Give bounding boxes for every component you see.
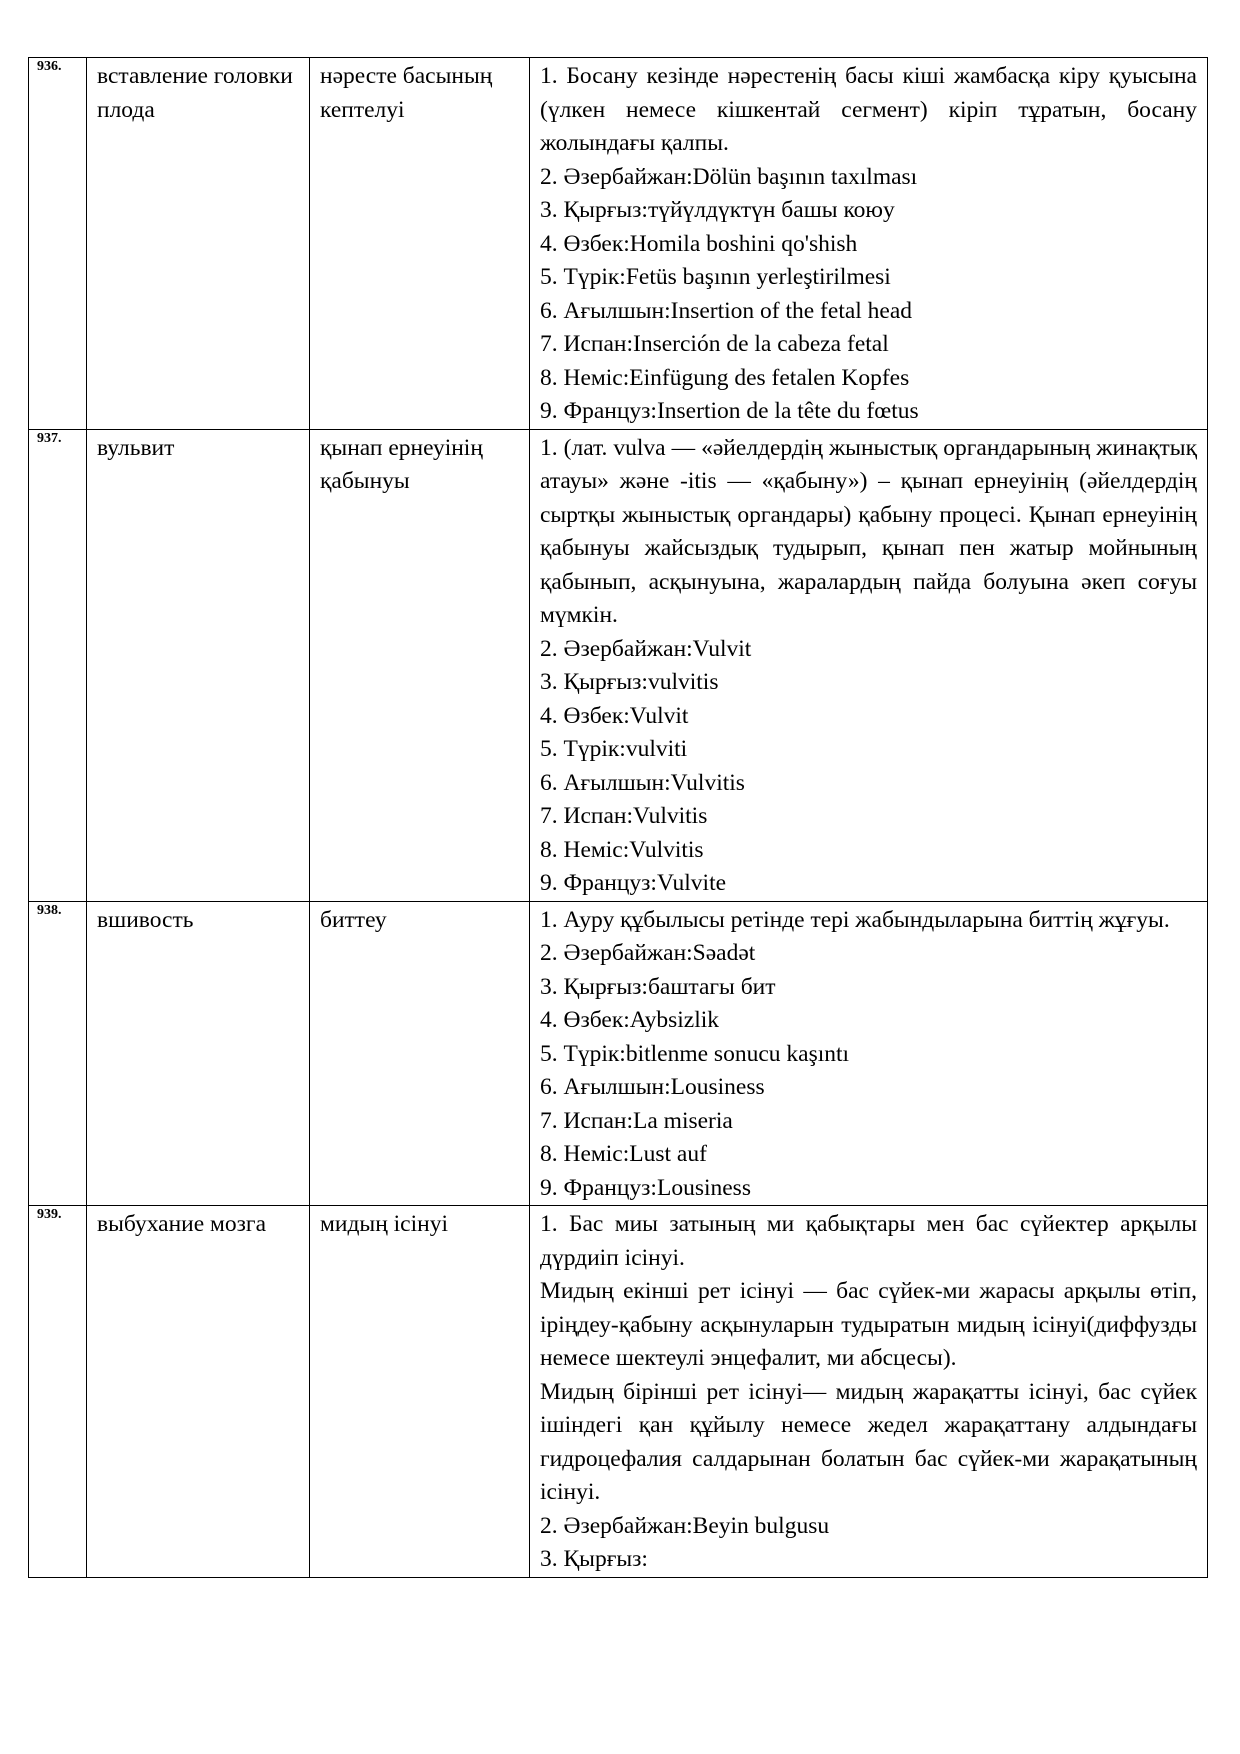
translation-line: 7. Испан:Inserción de la cabeza fetal [540,331,889,357]
table-row [29,58,1208,430]
kazakh-term: биттеу [310,901,530,1206]
translation-line: 2. Әзербайжан:Vulvit [540,635,752,662]
definition-text: 1. Босану кезінде нәрестенің басы кіші жамбасқа кіру қуысына (үлкен немесе кішкентай сегмент) кіріп тұратын, босану жолындағы қалпы. [540,63,1197,156]
russian-term: вульвит [87,429,310,901]
table-row [29,429,1208,901]
kazakh-term: қынап ернеуінің қабынуы [310,429,530,901]
translation-line: 6. Ағылшын:Vulvitis [540,769,745,796]
definition-text: 1. Ауру құбылысы ретінде тері жабындыларына биттің жұғуы. [540,906,1170,933]
translation-line: 5. Түрік:vulviti [540,736,688,762]
glossary-table [28,57,1208,1578]
kazakh-term: нәресте басының кептелуі [310,58,530,430]
translation-line: 7. Испан:La miseria [540,1107,733,1134]
translation-line: 8. Неміс:Vulvitis [540,836,704,863]
definition-cell [530,1206,1208,1578]
translation-line: 9. Француз:Insertion de la tête du fœtus [540,398,919,424]
translation-line: 3. Қырғыз:баштагы бит [540,973,776,1000]
translation-line: 4. Өзбек:Homila boshini qo'shish [540,230,858,257]
entry-number: 936. [29,58,87,430]
translation-line: 9. Француз:Lousiness [540,1174,751,1201]
definition-paragraph: Мидың бірінші рет ісінуі— мидың жарақатты ісінуі, бас сүйек ішіндегі қан құйылу немесе жедел жарақаттану алдындағы гидроцефалия салдарынан болатын бас сүйек-ми жарақатының ісінуі. [540,1378,1197,1505]
table-row [29,901,1208,1206]
translation-line: 3. Қырғыз:vulvitis [540,669,719,695]
translation-line: 4. Өзбек:Vulvit [540,702,689,729]
entry-number: 939. [29,1206,87,1578]
translation-line: 3. Қырғыз:түйүлдүктүн башы коюу [540,197,895,223]
translation-line: 6. Ағылшын:Lousiness [540,1074,765,1100]
translation-line: 3. Қырғыз: [540,1546,648,1572]
russian-term: вставление головки плода [87,58,310,430]
definition-cell [530,901,1208,1206]
definition-cell [530,429,1208,901]
table-row [29,1206,1208,1578]
kazakh-term: мидың ісінуі [310,1206,530,1578]
translation-line: 8. Неміс:Einfügung des fetalen Kopfes [540,364,910,391]
definition-cell [530,58,1208,430]
translation-line: 2. Әзербайжан:Beyin bulgusu [540,1512,830,1539]
translation-line: 9. Француз:Vulvite [540,870,727,896]
definition-text: 1. Бас миы затының ми қабықтары мен бас сүйектер арқылы дүрдиіп ісінуі. [540,1211,1197,1271]
translation-line: 2. Әзербайжан:Dölün başının taxılması [540,163,918,190]
entry-number: 937. [29,429,87,901]
translation-line: 4. Өзбек:Aybsizlik [540,1007,720,1033]
russian-term: вшивость [87,901,310,1206]
definition-paragraph: Мидың екінші рет ісінуі — бас сүйек-ми жарасы арқылы өтіп, іріңдеу-қабыну асқынуларын тудыратын мидың ісінуі(диффузды немесе шектеулі энцефалит, ми абсцесы). [540,1278,1197,1371]
entry-number: 938. [29,901,87,1206]
translation-line: 6. Ағылшын:Insertion of the fetal head [540,297,913,324]
translation-line: 8. Неміс:Lust auf [540,1141,707,1167]
translation-line: 2. Әзербайжан:Səadət [540,940,756,966]
russian-term: выбухание мозга [87,1206,310,1578]
translation-line: 7. Испан:Vulvitis [540,803,708,829]
translation-line: 5. Түрік:Fetüs başının yerleştirilmesi [540,264,891,290]
translation-line: 5. Түрік:bitlenme sonucu kaşıntı [540,1040,850,1067]
definition-text: 1. (лат. vulva — «әйелдердің жыныстық органдарының жинақтық атауы» және -itis — «қабыну») – қынап ернеуінің (әйелдердің сыртқы жыныстық органдары) қабыну процесі. Қынап ернеуінің қабынуы жайсыздық тудырып, қынап пен жатыр мойнының қабынып, асқынуына, жаралардың пайда болуына әкеп соғуы мүмкін. [540,434,1197,628]
glossary-page [28,57,1208,1578]
